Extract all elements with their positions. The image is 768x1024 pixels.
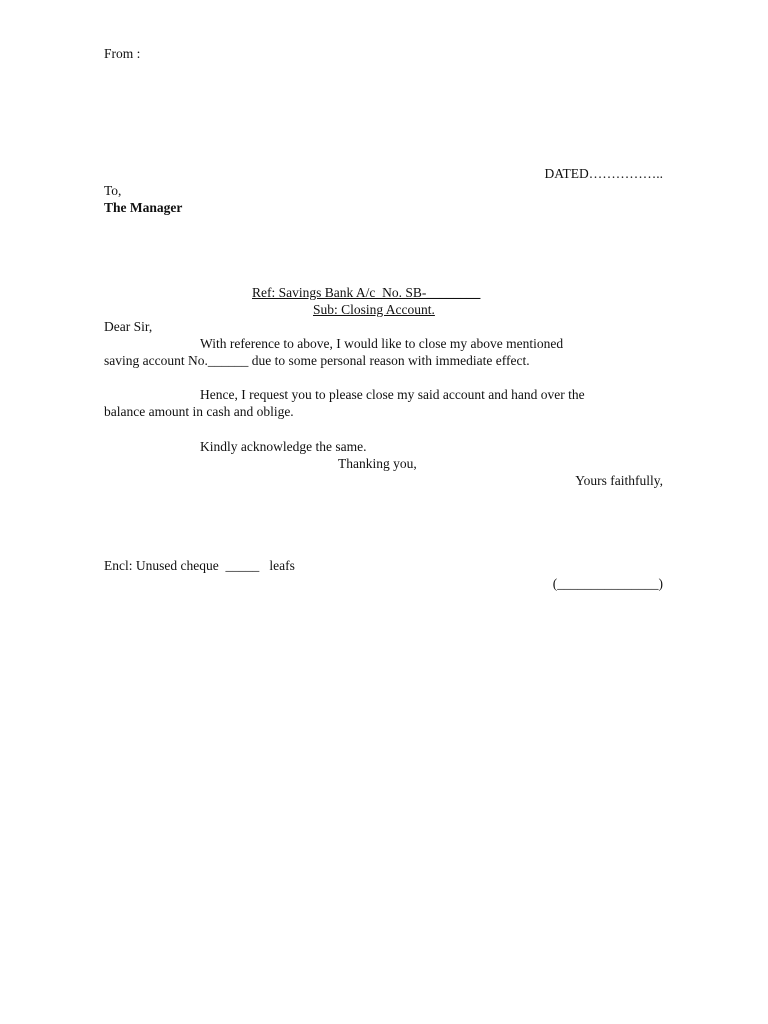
signature-line: (_______________) (552, 576, 663, 591)
paragraph-2-line-2: balance amount in cash and oblige. (104, 404, 294, 419)
salutation: Dear Sir, (104, 319, 153, 334)
subject-line: Sub: Closing Account. (313, 302, 435, 317)
from-label: From : (104, 46, 141, 61)
paragraph-1-line-2: saving account No.______ due to some personal reason with immediate effect. (104, 353, 530, 368)
thanking-line: Thanking you, (338, 456, 417, 471)
recipient-name: The Manager (104, 200, 183, 215)
dated-field: DATED…………….. (544, 166, 663, 181)
reference-line: Ref: Savings Bank A/c No. SB-________ (252, 285, 481, 300)
to-label: To, (104, 183, 122, 198)
closing-line: Yours faithfully, (575, 473, 663, 488)
acknowledge-line: Kindly acknowledge the same. (200, 439, 367, 454)
enclosure-line: Encl: Unused cheque _____ leafs (104, 558, 295, 573)
paragraph-1-line-1: With reference to above, I would like to close my above mentioned (200, 336, 564, 351)
paragraph-2-line-1: Hence, I request you to please close my said account and hand over the (200, 387, 585, 402)
